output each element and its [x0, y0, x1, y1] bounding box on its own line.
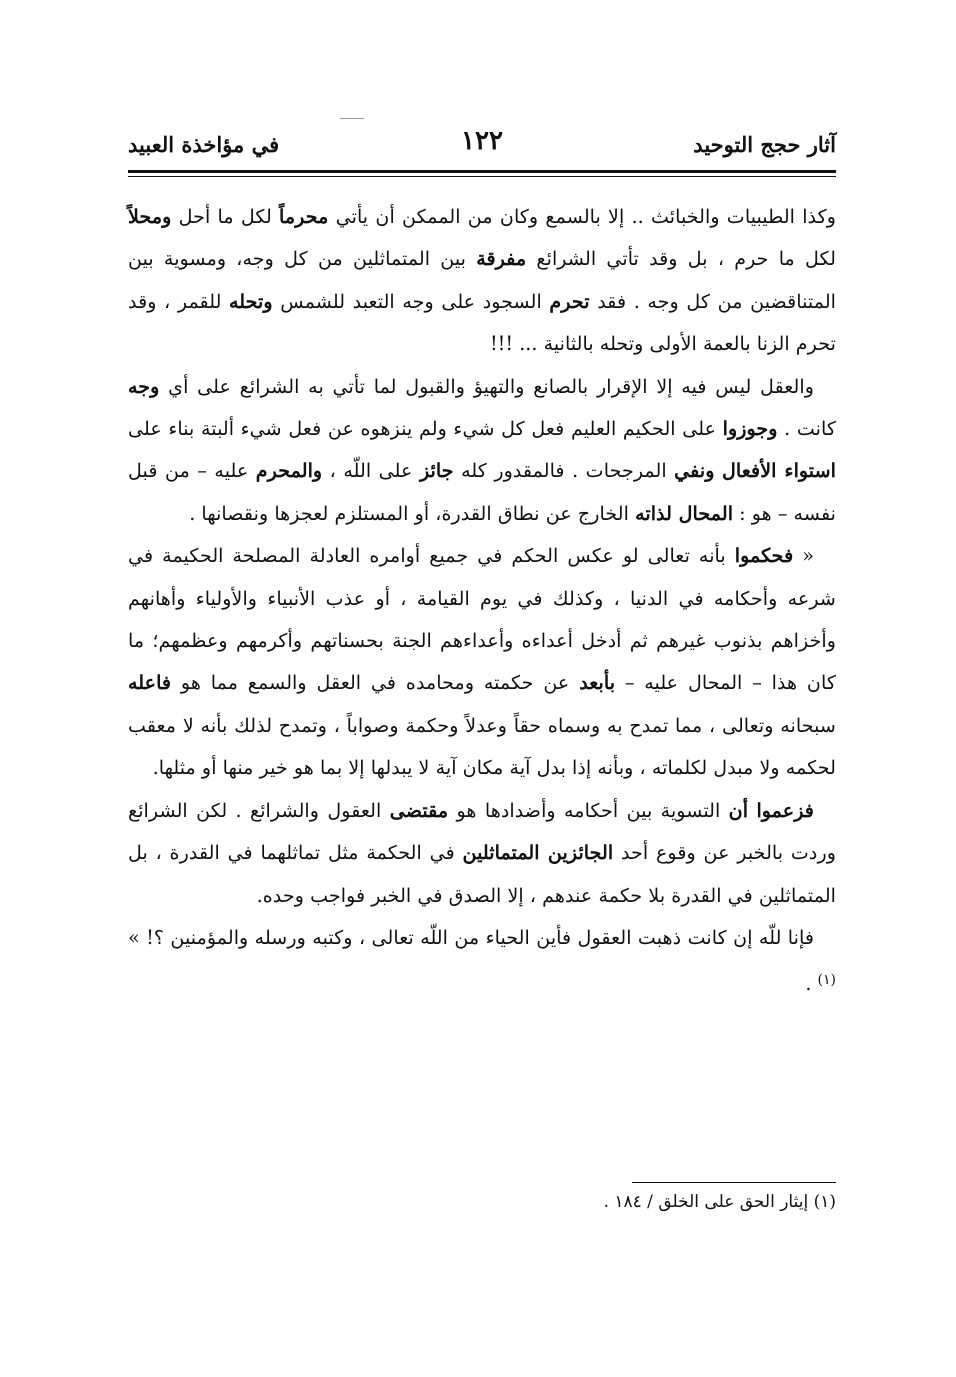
scan-mark: [340, 118, 364, 119]
text-run: العقول والشرائع . لكن الشرائع وردت بالخبر عن وقوع أحد: [128, 798, 836, 865]
emphasized-text: جائز: [419, 459, 454, 483]
text-run: فإنا للّه إن كانت ذهبت العقول فأين الحياء من اللّه تعالى ، وكتبه ورسله والمؤمنين ؟! »: [128, 925, 814, 949]
paragraph: [128, 790, 836, 917]
header-rule-thin: [128, 176, 836, 177]
paragraph: [128, 196, 836, 366]
footnote-rule: [632, 1182, 836, 1183]
chapter-title: في مؤاخذة العبيد: [128, 132, 280, 157]
emphasized-text: مفرقة: [476, 247, 527, 271]
emphasized-text: ومحلاً: [128, 205, 172, 228]
text-run: «: [793, 544, 814, 568]
emphasized-text: والمحرم: [255, 459, 323, 483]
header-rule-thick: [128, 170, 836, 173]
emphasized-text: فزعموا: [756, 798, 814, 822]
text-run: كانت .: [777, 417, 836, 441]
paragraph: [128, 535, 836, 789]
emphasized-text: بأبعد: [579, 671, 616, 695]
text-run: على اللّه ،: [322, 459, 420, 483]
emphasized-text: استواء الأفعال: [721, 459, 837, 483]
text-run: على الحكيم العليم فعل كل شيء ولم ينزهوه عن فعل شيء ألبتة بناء على: [128, 417, 723, 441]
text-run: المرجحات . فالمقدور كله: [453, 459, 675, 483]
book-title: آثار حجج التوحيد: [693, 132, 836, 157]
footnote-marker: (١): [817, 972, 836, 989]
paragraph: [128, 366, 836, 536]
emphasized-text: فاعله: [128, 671, 172, 695]
text-run: [714, 459, 722, 482]
emphasized-text: المحال لذاته: [635, 501, 734, 525]
text-run: في الحكمة مثل تماثلهما في القدرة ، بل المتماثلين في القدرة بلا حكمة عندهم ، إلا الصدق في الخبر فواجب وحده.: [128, 841, 836, 907]
emphasized-text: مقتضى: [389, 798, 449, 822]
text-run: للقمر ، وقد تحرم الزنا بالعمة الأولى وتحله بالثانية ... !!!: [128, 289, 836, 356]
page-number: ١٢٢: [461, 126, 503, 156]
emphasized-text: وتحله: [229, 289, 273, 313]
emphasized-text: تحرم: [549, 289, 590, 313]
text-run: لكل ما حرم ، بل وقد تأتي الشرائع: [526, 247, 836, 271]
text-run: لكل ما أحل: [171, 205, 280, 228]
emphasized-text: وجه: [128, 374, 160, 398]
emphasized-text: فحكموا: [734, 544, 794, 568]
text-run: بين المتماثلين من كل وجه، ومسوية بين المتناقضين من كل وجه . فقد: [128, 247, 836, 313]
emphasized-text: الجائزين المتماثلين: [462, 841, 614, 865]
text-run: السجود على وجه التعبد للشمس: [272, 289, 550, 313]
text-run: .: [805, 972, 818, 996]
footnote: (١) إيثار الحق على الخلق / ١٨٤ .: [603, 1192, 836, 1212]
text-run: التسوية بين أحكامه وأضدادها هو: [448, 798, 729, 822]
text-run: وكذا الطيبيات والخبائث .. إلا بالسمع وكان من الممكن أن يأتي: [328, 205, 837, 228]
running-header: [128, 126, 836, 166]
text-run: عن حكمته ومحامده في العقل والسمع مما هو: [171, 671, 580, 695]
emphasized-text: وجوزوا: [722, 417, 778, 441]
text-run: بأنه تعالى لو عكس الحكم في جميع أوامره العادلة المصلحة الحكيمة في شرعه وأحكامه في الدنيا ، وكذلك في يوم القيامة ، أو عذب الأنبياء والأولياء وأهانهم وأخزاهم بذنوب غيرهم ثم أدخل أعداءه وأعداءهم الجنة بحسناتهم وأكرمهم وعظمهم؛ ما كان هذا – المحال عليه –: [128, 544, 836, 695]
emphasized-text: أن: [728, 798, 749, 822]
emphasized-text: ونفي: [674, 459, 715, 483]
text-run: عليه – من قبل نفسه – هو :: [128, 459, 836, 525]
body-text: [128, 196, 836, 1006]
paragraph: [128, 917, 836, 1006]
emphasized-text: محرماً: [279, 205, 329, 228]
text-run: والعقل ليس فيه إلا الإقرار بالصانع والتهيؤ والقبول لما تأتي به الشرائع على أي: [159, 374, 814, 398]
text-run: الخارج عن نطاق القدرة، أو المستلزم لعجزها ونقصانها .: [189, 501, 636, 525]
text-run: سبحانه وتعالى ، مما تمدح به وسماه حقاً وعدلاً وحكمة وصواباً ، وتمدح لذلك بأنه لا معقب لحكمه ولا مبدل لكلماته ، وبأنه إذا بدل آية مكان آية لا يبدلها إلا بما هو خير منها أو مثلها.: [128, 713, 836, 780]
